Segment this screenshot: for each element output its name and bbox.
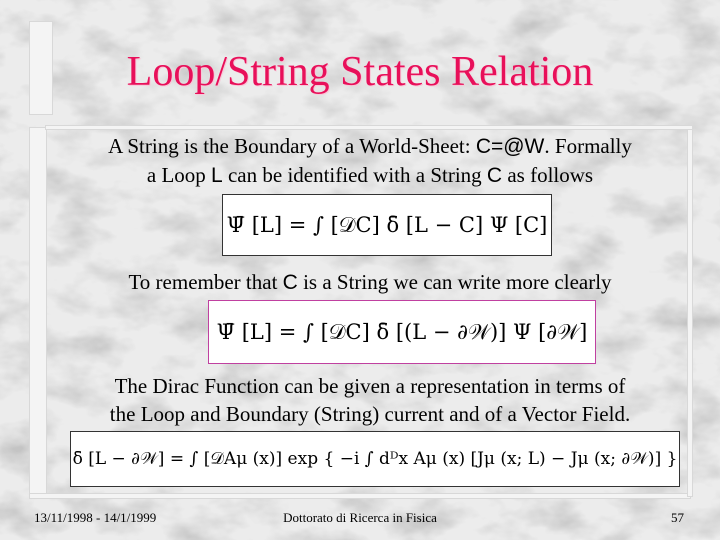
intro-symbol: C=@W bbox=[475, 135, 545, 158]
remember-paragraph bbox=[40, 268, 700, 297]
string-symbol: C bbox=[486, 164, 503, 187]
intro-text: A String is the Boundary of a World-Sheet: bbox=[108, 134, 476, 158]
frame-top-bar bbox=[46, 126, 692, 129]
equation-2-text: Ψ̄ [L] = ∫ [𝒟C] δ̄ [(L − ∂𝒲)] Ψ [∂𝒲] bbox=[216, 319, 588, 344]
equation-2 bbox=[208, 300, 596, 364]
footer-center: Dottorato di Ricerca in Fisica bbox=[283, 510, 437, 525]
equation-3 bbox=[70, 431, 680, 487]
equation-1 bbox=[222, 194, 552, 256]
intro-line-2 bbox=[40, 161, 700, 190]
loop-symbol: L bbox=[211, 164, 223, 187]
intro2-text-1: a Loop bbox=[146, 163, 212, 187]
frame-bottom-bar bbox=[30, 494, 690, 498]
footer-date: 13/11/1998 - 14/1/1999 bbox=[34, 510, 157, 525]
slide-title: Loop/String States Relation bbox=[126, 49, 594, 95]
remember-symbol: C bbox=[282, 271, 298, 294]
intro-paragraph bbox=[40, 132, 700, 190]
page-number: 57 bbox=[671, 510, 684, 525]
intro-text-end: . Formally bbox=[544, 134, 632, 158]
remember-text-end: is a String we can write more clearly bbox=[297, 270, 612, 294]
intro2-text-3: as follows bbox=[502, 163, 594, 187]
equation-3-text: δ̄ [L − ∂𝒲] = ∫ [𝒟Aμ (x)] exp { −i ∫ dᴰx Aμ (x) [Jμ (x; L) − Jμ (x; ∂𝒲)] } bbox=[72, 449, 678, 469]
remember-text: To remember that bbox=[128, 270, 283, 294]
equation-1-text: Ψ̄ [L] = ∫ [𝒟C] δ̄ [L − C] Ψ [C] bbox=[226, 212, 548, 237]
dirac-paragraph bbox=[40, 372, 700, 428]
dirac-line-2: the Loop and Boundary (String) current and of a Vector Field. bbox=[109, 402, 631, 426]
intro2-text-2: can be identified with a String bbox=[222, 163, 487, 187]
intro-line-1 bbox=[40, 132, 700, 161]
dirac-line-1: The Dirac Function can be given a representation in terms of bbox=[114, 374, 626, 398]
